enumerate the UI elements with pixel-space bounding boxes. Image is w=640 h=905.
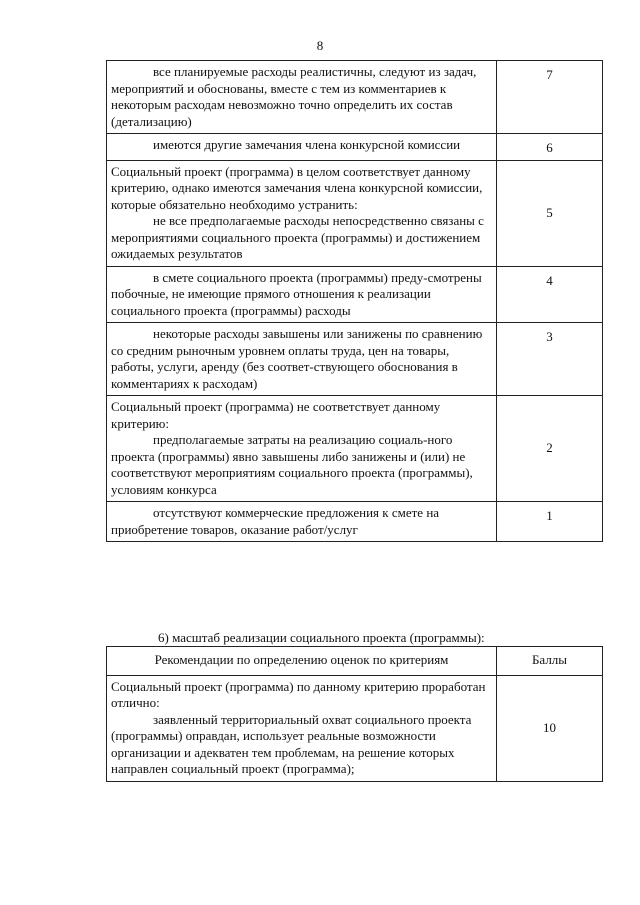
table-header-row — [107, 647, 603, 676]
criterion-intro: Социальный проект (программа) не соответствует данному критерию: — [111, 399, 441, 431]
score-cell: 1 — [497, 502, 603, 542]
criterion-intro: Социальный проект (программа) в целом соответствует данному критерию, однако имеются замечания члена конкурсной комиссии, которые обязательно необходимо устранить: — [111, 163, 483, 212]
criterion-text: некоторые расходы завышены или занижены по сравнению со средним рыночным уровнем оплаты труда, цен на товары, работы, услуги, аренду (без соответ-ствующего обоснования в комментариях к расходам) — [111, 326, 483, 391]
score-cell: 6 — [497, 134, 603, 161]
section-heading: 6) масштаб реализации социального проекта (программы): — [158, 630, 485, 645]
score-cell: 3 — [497, 323, 603, 396]
criterion-cell — [107, 266, 497, 323]
criteria-table-expenses — [106, 60, 603, 542]
header-recommendations: Рекомендации по определению оценок по критериям — [107, 647, 497, 676]
criterion-text: отсутствуют коммерческие предложения к смете на приобретение товаров, оказание работ/услуг — [111, 505, 440, 537]
criterion-text: все планируемые расходы реалистичны, следуют из задач, мероприятий и обоснованы, вместе с тем из комментариев к некоторым расходам невозможно точно определить их состав (детализацию) — [111, 64, 477, 129]
criterion-text: предполагаемые затраты на реализацию социаль-ного проекта (программы) явно завышены либо занижены и (или) не соответствуют мероприятиям социального проекта (программы), условиям конкурса — [111, 432, 473, 497]
criteria-table-scale — [106, 646, 603, 782]
table-row — [107, 396, 603, 502]
criterion-text: имеются другие замечания члена конкурсной комиссии — [153, 137, 461, 152]
criterion-text: в смете социального проекта (программы) преду-смотрены побочные, не имеющие прямого отношения к реализации социального проекта (программы) расходы — [111, 269, 482, 318]
score-cell: 2 — [497, 396, 603, 502]
criterion-cell — [107, 502, 497, 542]
criterion-cell — [107, 675, 497, 781]
table-row — [107, 160, 603, 266]
criterion-text: не все предполагаемые расходы непосредственно связаны с мероприятиями социального проекта (программы) и достижением ожидаемых результатов — [111, 213, 484, 261]
criterion-cell — [107, 134, 497, 161]
page-number: 8 — [316, 38, 324, 53]
table-row — [107, 61, 603, 134]
table-row — [107, 266, 603, 323]
table-row — [107, 502, 603, 542]
table-row — [107, 323, 603, 396]
score-cell: 7 — [497, 61, 603, 134]
score-cell: 4 — [497, 266, 603, 323]
table-row — [107, 675, 603, 781]
table-row — [107, 134, 603, 161]
criterion-cell — [107, 61, 497, 134]
criterion-intro: Социальный проект (программа) по данному критерию проработан отлично: — [111, 678, 486, 710]
criterion-text: заявленный территориальный охват социального проекта (программы) оправдан, использует реальные возможности организации и адекватен тем проблемам, на решение которых направлен социальный проект (программа); — [111, 711, 472, 776]
score-cell: 10 — [497, 675, 603, 781]
header-score: Баллы — [497, 647, 603, 676]
criterion-cell — [107, 396, 497, 502]
score-cell: 5 — [497, 160, 603, 266]
criterion-cell — [107, 160, 497, 266]
criterion-cell — [107, 323, 497, 396]
